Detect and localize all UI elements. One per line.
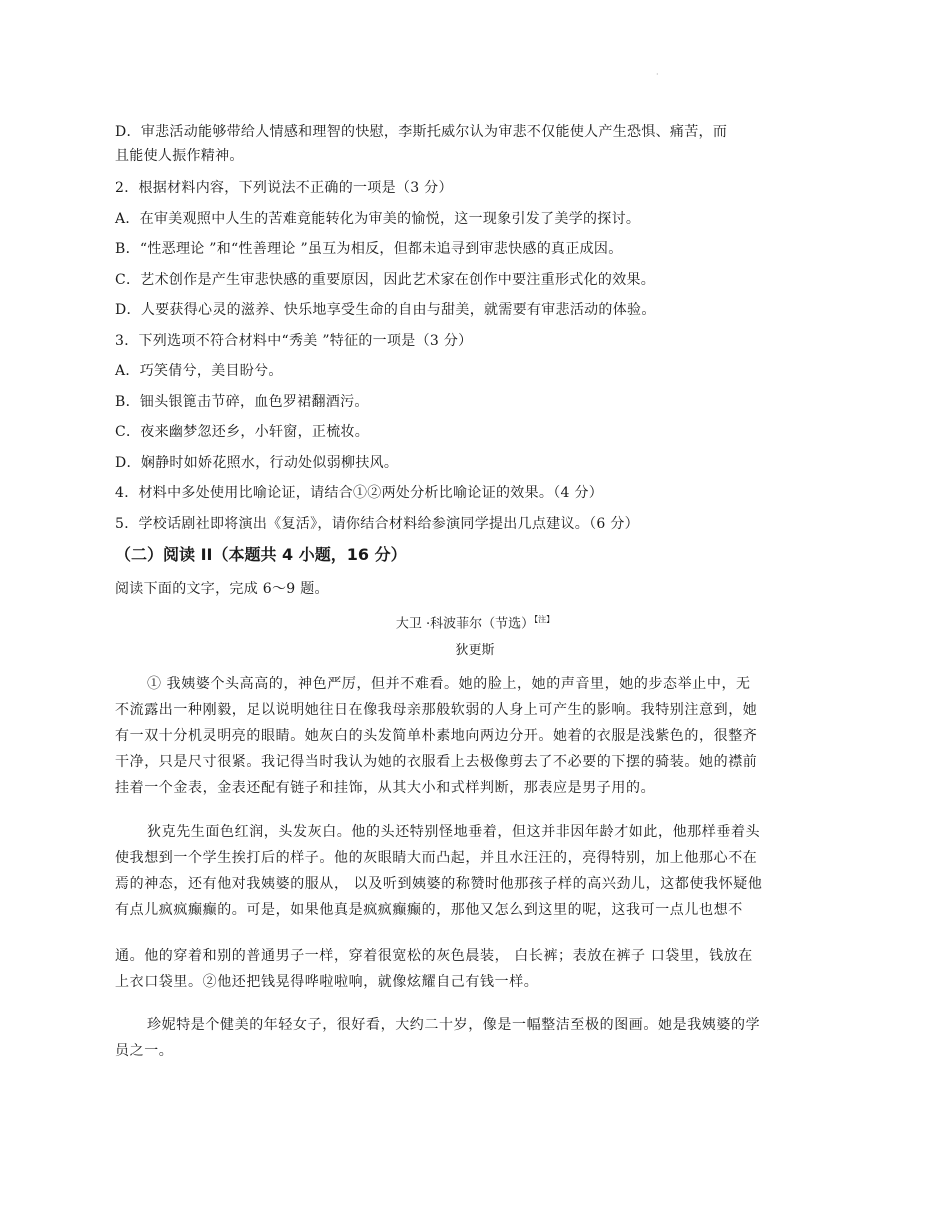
paragraph-line: 不流露出一种刚毅，足以说明她往日在像我母亲那般软弱的人身上可产生的影响。我特别注意到，她: [115, 702, 758, 718]
q2-option-a: A．在审美观照中人生的苦难竟能转化为审美的愉悦，这一现象引发了美学的探讨。: [115, 211, 641, 227]
section-heading: （二）阅读 II（本题共 4 小题，16 分）: [115, 545, 407, 564]
passage-title-text: 大卫 ·科波菲尔（节选）: [395, 616, 535, 632]
q3-stem: 3．下列选项不符合材料中“秀美 ”特征的一项是（3 分）: [115, 333, 473, 349]
paragraph-line: 通。他的穿着和别的普通男子一样，穿着很宽松的灰色晨装， 白长裤；表放在裤子 口袋里，钱放在: [115, 948, 753, 964]
q1-option-d-line2: 且能使人振作精神。: [115, 148, 244, 164]
paragraph-line: 挂着一个金表，金表还配有链子和挂饰，从其大小和式样判断，那表应是男子用的。: [115, 780, 656, 796]
q2-option-b: B．“性恶理论 ”和“性善理论 ”虽互为相反，但都未追寻到审悲快感的真正成因。: [115, 241, 623, 257]
q3-option-a: A．巧笑倩兮，美目盼兮。: [115, 363, 283, 379]
q1-option-d-line1: D．审悲活动能够带给人情感和理智的快慰，李斯托威尔认为审悲不仅能使人产生恐惧、痛苦，而: [115, 124, 728, 140]
paragraph-line: 焉的神态，还有他对我姨婆的服从， 以及听到姨婆的称赞时他那孩子样的高兴劲儿，这都使我怀疑他: [115, 876, 763, 892]
paragraph-line: 干净，只是尺寸很紧。我记得当时我认为她的衣服看上去极像剪去了不必要的下摆的骑装。她的襟前: [115, 754, 758, 770]
passage-title: [0, 610, 950, 634]
passage-author: 狄更斯: [455, 643, 495, 658]
q3-option-c: C．夜来幽梦忽还乡，小轩窗，正梳妆。: [115, 424, 370, 440]
q3-option-b: B．钿头银篦击节碎，血色罗裙翻酒污。: [115, 394, 369, 410]
paragraph-line: 上衣口袋里。②他还把钱晃得哗啦啦响，就像炫耀自己有钱一样。: [115, 974, 539, 990]
paragraph-line: 使我想到一个学生挨打后的样子。他的灰眼睛大而凸起，并且水汪汪的，亮得特别，加上他那心不在: [115, 850, 758, 866]
q5-stem: 5．学校话剧社即将演出《复活》，请你结合材料给参演同学提出几点建议。（6 分）: [115, 516, 639, 532]
paragraph-line: 有一双十分机灵明亮的眼睛。她灰白的头发简单朴素地向两边分开。她着的衣服是浅紫色的，很整齐: [115, 728, 758, 744]
paragraph-line: 狄克先生面色红润，头发灰白。他的头还特别怪地垂着，但这并非因年龄才如此，他那样垂着头: [147, 824, 761, 840]
passage-paragraph-2-continued: [115, 943, 835, 995]
paragraph-line: ① 我姨婆个头高高的，神色严厉，但并不难看。她的脸上，她的声音里，她的步态举止中，无: [147, 676, 751, 692]
q2-stem: 2．根据材料内容，下列说法不正确的一项是（3 分）: [115, 180, 453, 196]
passage-paragraph-3: [115, 1012, 835, 1064]
page-top-mark: ·: [656, 70, 659, 79]
paragraph-line: 有点儿疯疯癫癫的。可是，如果他真是疯疯癫癫的，那他又怎么到这里的呢，这我可一点儿也想不: [115, 902, 743, 918]
passage-paragraph-1: [115, 671, 835, 801]
q4-stem: 4．材料中多处使用比喻论证，请结合①②两处分析比喻论证的效果。（4 分）: [115, 485, 604, 501]
q2-option-d: D．人要获得心灵的滋养、快乐地享受生命的自由与甜美，就需要有审悲活动的体验。: [115, 302, 656, 318]
q3-option-d: D．娴静时如娇花照水，行动处似弱柳扶风。: [115, 455, 399, 471]
paragraph-line: 珍妮特是个健美的年轻女子，很好看，大约二十岁，像是一幅整洁至极的图画。她是我姨婆的学: [147, 1017, 761, 1033]
section-instruction: 阅读下面的文字，完成 6～9 题。: [115, 581, 329, 597]
q2-option-c: C．艺术创作是产生审悲快感的重要原因，因此艺术家在创作中要注重形式化的效果。: [115, 272, 656, 288]
paragraph-line: 员之一。: [115, 1043, 174, 1059]
passage-title-note: 【注】: [534, 615, 555, 624]
passage-paragraph-2: [115, 819, 835, 923]
